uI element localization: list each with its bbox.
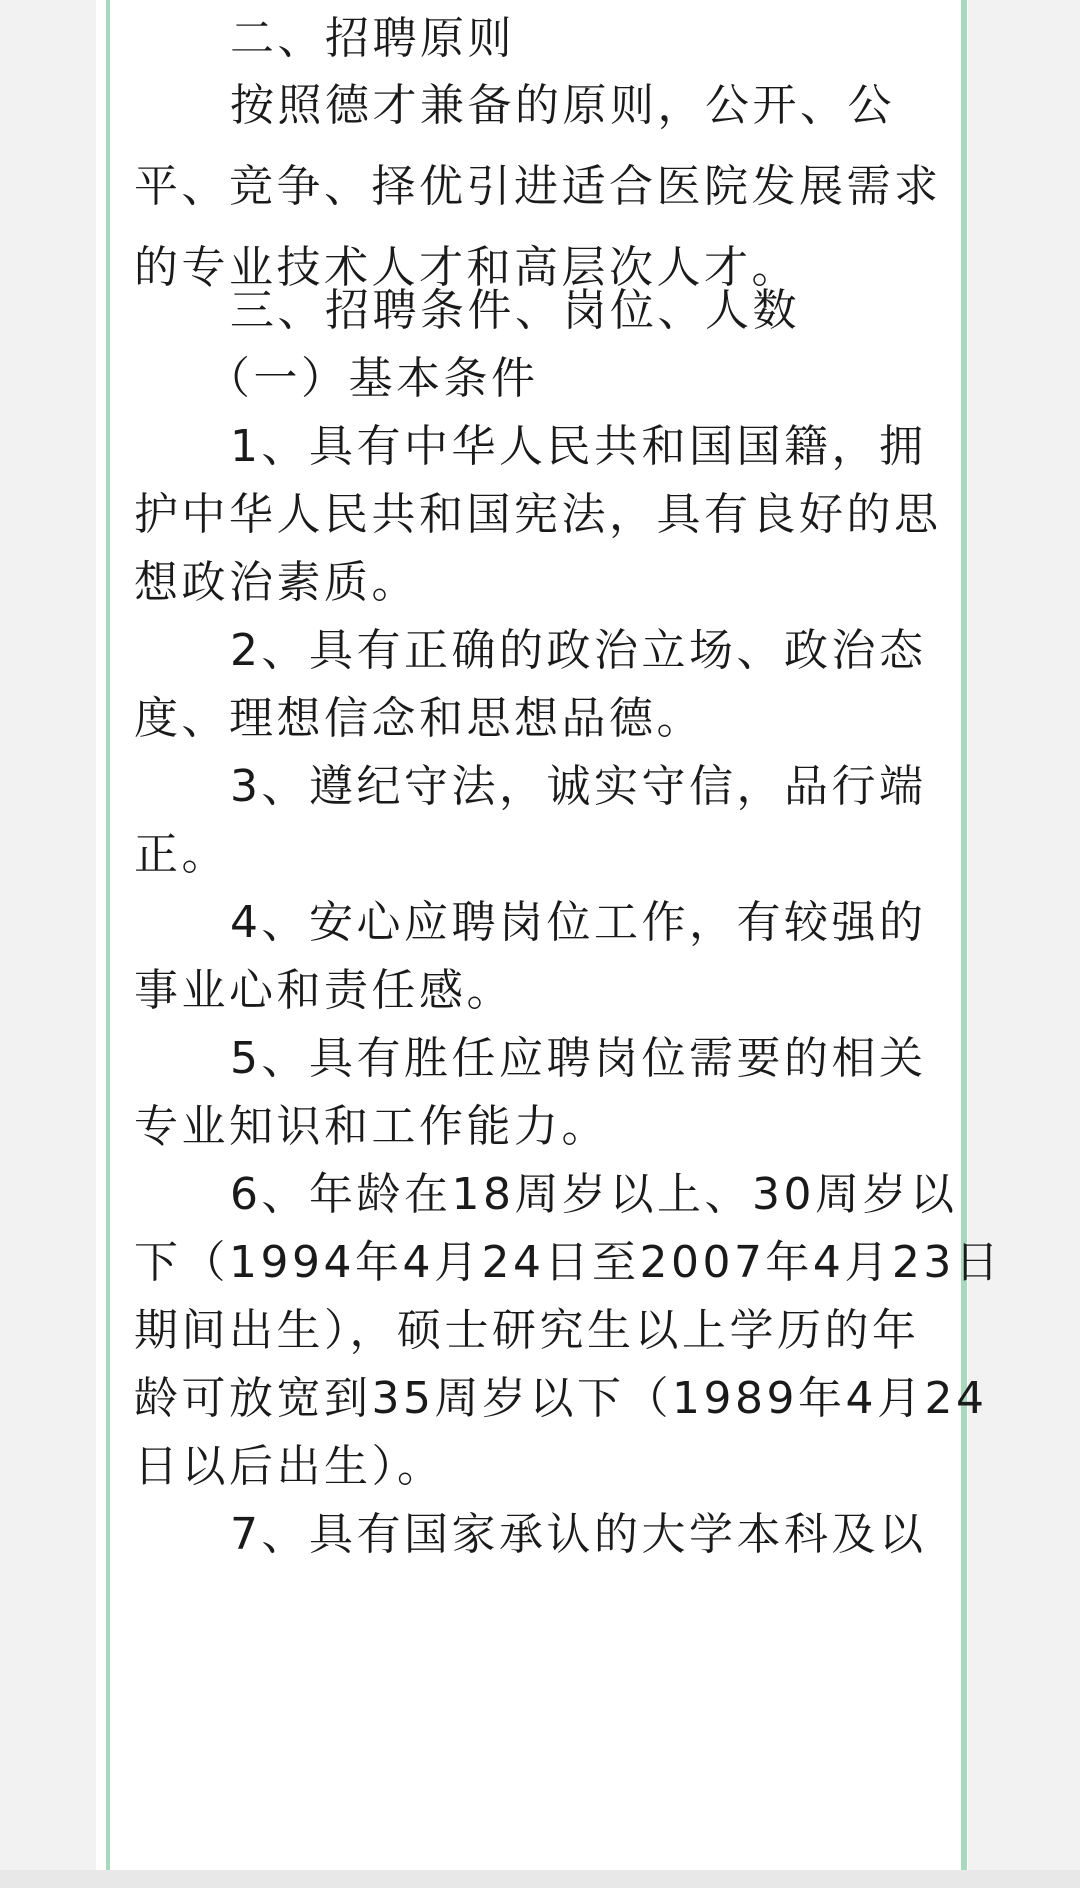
right-gutter [968, 0, 1080, 1888]
para-line: 日以后出生）。 [134, 1441, 445, 1492]
para-line: 想政治素质。 [134, 557, 419, 608]
paragraph-item-7 [134, 1494, 927, 1575]
paragraph-item-4 [134, 882, 927, 1031]
left-green-border [106, 0, 110, 1888]
para-line: 6、年龄在18周岁以上、30周岁以 [230, 1169, 958, 1220]
para-line: 5、具有胜任应聘岗位需要的相关 [230, 1033, 927, 1084]
heading-text: 三、招聘条件、岗位、人数 [230, 285, 800, 336]
paragraph-item-3 [134, 746, 927, 895]
para-line: 下（1994年4月24日至2007年4月23日 [134, 1237, 1003, 1288]
para-line: 按照德才兼备的原则，公开、公 [230, 80, 895, 131]
paragraph-item-5 [134, 1018, 927, 1167]
paragraph-item-1 [134, 406, 942, 623]
para-line: 期间出生），硕士研究生以上学历的年 [134, 1305, 920, 1356]
para-line: 4、安心应聘岗位工作，有较强的 [230, 897, 927, 948]
para-line: 护中华人民共和国宪法，具有良好的思 [134, 489, 942, 540]
para-line: 事业心和责任感。 [134, 965, 514, 1016]
bottom-strip [0, 1870, 1080, 1888]
para-line: 的专业技术人才和高层次人才。 [134, 242, 799, 293]
para-line: 3、遵纪守法，诚实守信，品行端 [230, 761, 927, 812]
paragraph-item-6 [134, 1154, 1002, 1507]
para-line: 2、具有正确的政治立场、政治态 [230, 625, 927, 676]
para-line: 1、具有中华人民共和国国籍，拥 [230, 421, 927, 472]
para-line: 龄可放宽到35周岁以下（1989年4月24 [134, 1373, 988, 1424]
left-gutter [0, 0, 96, 1888]
para-line: 专业知识和工作能力。 [134, 1101, 609, 1152]
paragraph-item-2 [134, 610, 927, 759]
para-line: 度、理想信念和思想品德。 [134, 693, 704, 744]
right-green-border [961, 0, 967, 1888]
heading-text: 二、招聘原则 [230, 13, 515, 64]
para-line: 7、具有国家承认的大学本科及以 [230, 1509, 927, 1560]
para-line: 正。 [134, 829, 229, 880]
subheading-text: （一）基本条件 [206, 353, 539, 404]
para-line: 平、竞争、择优引进适合医院发展需求 [134, 161, 942, 212]
